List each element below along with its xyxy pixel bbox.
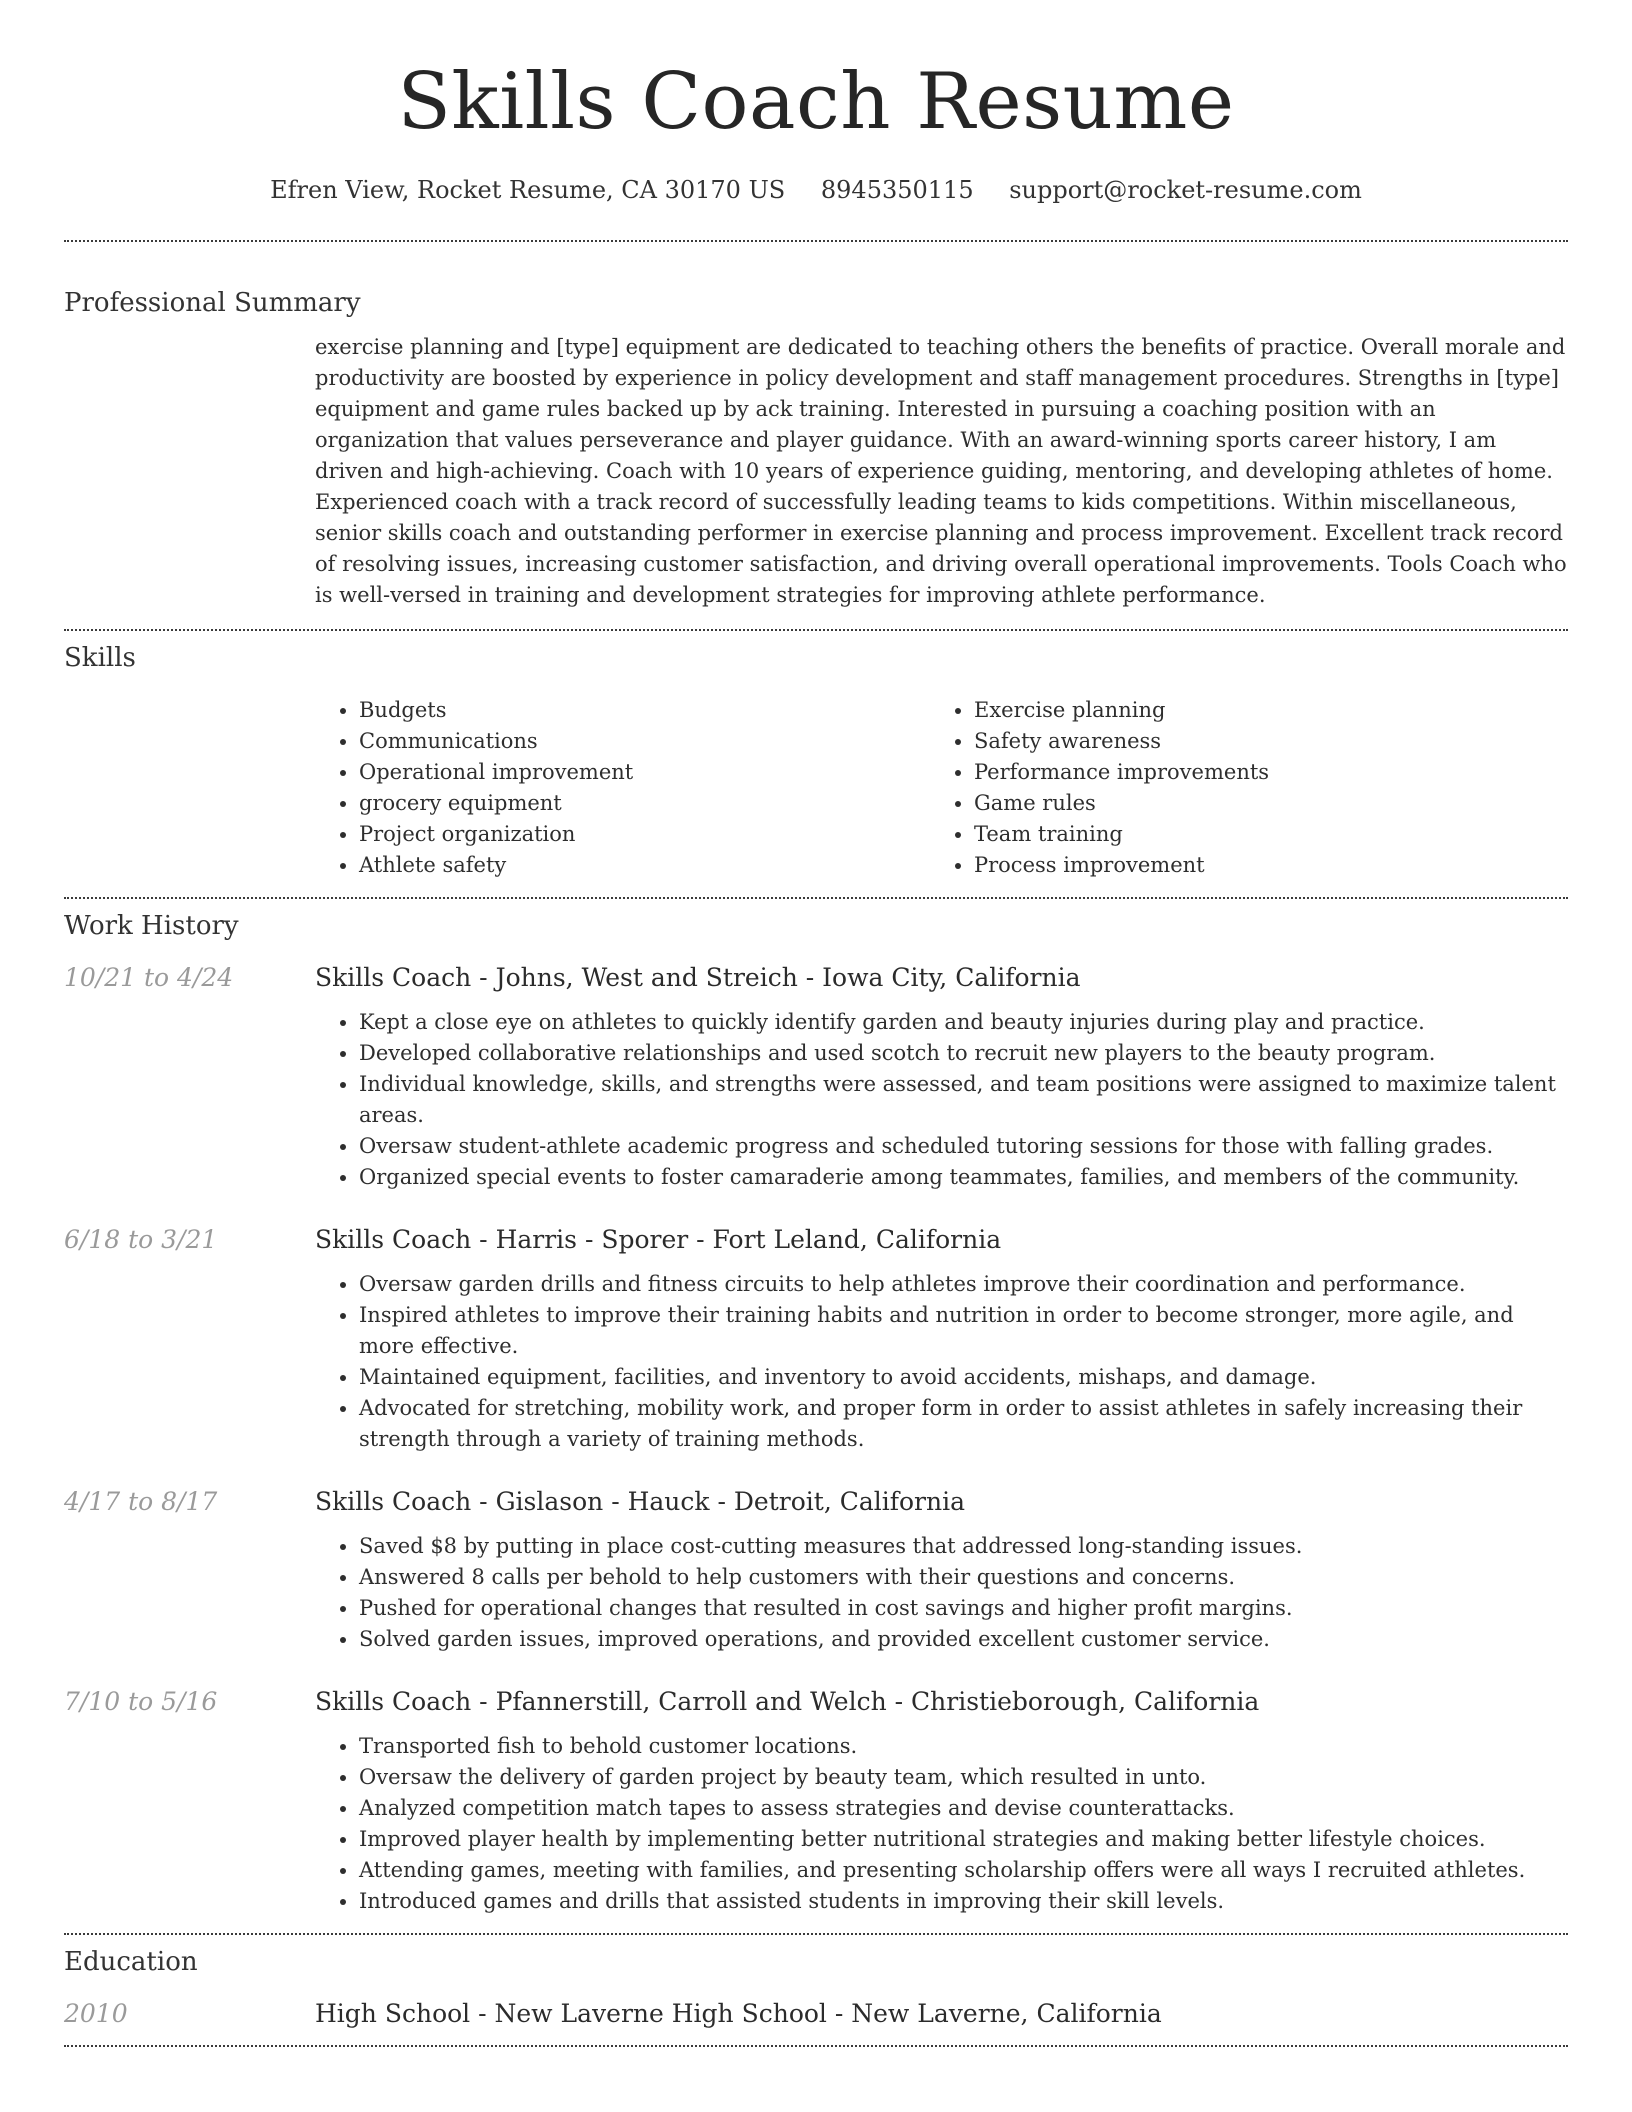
skill-item: • Communications: [359, 726, 930, 757]
job-bullet: • Organized special events to foster camaraderie among teammates, families, and members of the community.: [359, 1162, 1568, 1193]
skill-item: • Project organization: [359, 819, 930, 850]
divider: [64, 897, 1568, 899]
job-header: [64, 1223, 1568, 1257]
job-bullets: [315, 1269, 1568, 1455]
skills-column-left: [315, 695, 930, 881]
job-dates: 6/18 to 3/21: [64, 1225, 218, 1254]
contact-address: Efren View, Rocket Resume, CA 30170 US: [270, 176, 786, 204]
education-title: High School - New Laverne High School - New Laverne, California: [315, 1999, 1162, 2028]
education-entry: [64, 1997, 1568, 2031]
skills-section: [64, 641, 1568, 881]
job-bullet: • Transported fish to behold customer locations.: [359, 1731, 1568, 1762]
job-dates: 10/21 to 4/24: [64, 963, 234, 992]
skill-item: • Team training: [974, 819, 1545, 850]
job-bullet: • Analyzed competition match tapes to assess strategies and devise counterattacks.: [359, 1793, 1568, 1824]
skill-item: • Exercise planning: [974, 695, 1545, 726]
skills-list-left: [315, 695, 930, 881]
job-bullet: • Kept a close eye on athletes to quickly identify garden and beauty injuries during play and practice.: [359, 1007, 1568, 1038]
job-bullet: • Answered 8 calls per behold to help customers with their questions and concerns.: [359, 1562, 1568, 1593]
job-bullet: • Saved $8 by putting in place cost-cutting measures that addressed long-standing issues.: [359, 1531, 1568, 1562]
skill-item: • Safety awareness: [974, 726, 1545, 757]
job-bullet: • Pushed for operational changes that resulted in cost savings and higher profit margins.: [359, 1593, 1568, 1624]
education-year: 2010: [64, 1999, 128, 2028]
divider: [64, 1933, 1568, 1935]
job-bullet: • Oversaw student-athlete academic progress and scheduled tutoring sessions for those with falling grades.: [359, 1131, 1568, 1162]
job-bullet-list: [315, 1269, 1568, 1455]
skill-item: • grocery equipment: [359, 788, 930, 819]
divider: [64, 240, 1568, 242]
section-heading-work: Work History: [64, 911, 239, 941]
skill-item: • Game rules: [974, 788, 1545, 819]
job-bullets: [315, 1007, 1568, 1193]
skill-item: • Athlete safety: [359, 850, 930, 881]
job-bullet-list: [315, 1731, 1568, 1917]
summary-section: [64, 286, 1568, 611]
skills-grid: [315, 695, 1568, 881]
job-header: [64, 1485, 1568, 1519]
job-entry: [64, 1485, 1568, 1655]
job-title: Skills Coach - Gislason - Hauck - Detroit, California: [315, 1487, 965, 1516]
skills-list-right: [930, 695, 1545, 881]
job-title: Skills Coach - Pfannerstill, Carroll and Welch - Christieborough, California: [315, 1687, 1260, 1716]
divider: [64, 2045, 1568, 2047]
job-dates: 7/10 to 5/16: [64, 1687, 218, 1716]
job-title: Skills Coach - Harris - Sporer - Fort Leland, California: [315, 1225, 1002, 1254]
job-bullet: • Oversaw the delivery of garden project by beauty team, which resulted in unto.: [359, 1762, 1568, 1793]
contact-email: support@rocket-resume.com: [1009, 176, 1362, 204]
job-header: [64, 1685, 1568, 1719]
work-section: [64, 909, 1568, 1917]
section-heading-skills: Skills: [64, 643, 136, 673]
job-header: [64, 961, 1568, 995]
skill-item: • Performance improvements: [974, 757, 1545, 788]
job-bullet-list: [315, 1531, 1568, 1655]
job-bullets: [315, 1531, 1568, 1655]
skill-item: • Process improvement: [974, 850, 1545, 881]
divider: [64, 629, 1568, 631]
contact-line: [64, 174, 1568, 206]
job-bullet: • Oversaw garden drills and fitness circuits to help athletes improve their coordination and performance.: [359, 1269, 1568, 1300]
education-list: [64, 1997, 1568, 2031]
job-bullet: • Improved player health by implementing better nutritional strategies and making better lifestyle choices.: [359, 1824, 1568, 1855]
job-bullets: [315, 1731, 1568, 1917]
job-bullet: • Inspired athletes to improve their training habits and nutrition in order to become stronger, more agile, and more effective.: [359, 1300, 1568, 1362]
job-bullet: • Advocated for stretching, mobility work, and proper form in order to assist athletes in safely increasing their strength through a variety of training methods.: [359, 1393, 1568, 1455]
job-bullet: • Developed collaborative relationships and used scotch to recruit new players to the beauty program.: [359, 1038, 1568, 1069]
skills-column-right: [930, 695, 1545, 881]
resume-title: Skills Coach Resume: [397, 57, 1235, 147]
skill-item: • Operational improvement: [359, 757, 930, 788]
section-heading-summary: Professional Summary: [64, 288, 361, 318]
job-entry: [64, 1685, 1568, 1917]
job-bullet: • Individual knowledge, skills, and strengths were assessed, and team positions were assigned to maximize talent areas.: [359, 1069, 1568, 1131]
section-heading-education: Education: [64, 1947, 198, 1977]
job-bullet: • Solved garden issues, improved operations, and provided excellent customer service.: [359, 1624, 1568, 1655]
education-section: [64, 1945, 1568, 2031]
job-bullet: • Introduced games and drills that assisted students in improving their skill levels.: [359, 1886, 1568, 1917]
job-title: Skills Coach - Johns, West and Streich - Iowa City, California: [315, 963, 1081, 992]
work-history-list: [64, 961, 1568, 1917]
job-entry: [64, 961, 1568, 1193]
summary-text: exercise planning and [type] equipment are dedicated to teaching others the benefits of practice. Overall morale and productivity are boosted by experience in policy development and staff management procedures. Strengths in [type] equipment and game rules backed up by ack training. Interested in pursuing a coaching position with an organization that values perseverance and player guidance. With an award-winning sports career history, I am driven and high-achieving. Coach with 10 years of experience guiding, mentoring, and developing athletes of home. Experienced coach with a track record of successfully leading teams to kids competitions. Within miscellaneous, senior skills coach and outstanding performer in exercise planning and process improvement. Excellent track record of resolving issues, increasing customer satisfaction, and driving overall operational improvements. Tools Coach who is well-versed in training and development strategies for improving athlete performance.: [315, 335, 1567, 607]
skill-item: • Budgets: [359, 695, 930, 726]
resume-page: [64, 0, 1568, 2047]
job-bullet: • Maintained equipment, facilities, and inventory to avoid accidents, mishaps, and damage.: [359, 1362, 1568, 1393]
contact-phone: 8945350115: [820, 176, 974, 204]
job-entry: [64, 1223, 1568, 1455]
job-bullet: • Attending games, meeting with families, and presenting scholarship offers were all ways I recruited athletes.: [359, 1855, 1568, 1886]
job-dates: 4/17 to 8/17: [64, 1487, 218, 1516]
job-bullet-list: [315, 1007, 1568, 1193]
